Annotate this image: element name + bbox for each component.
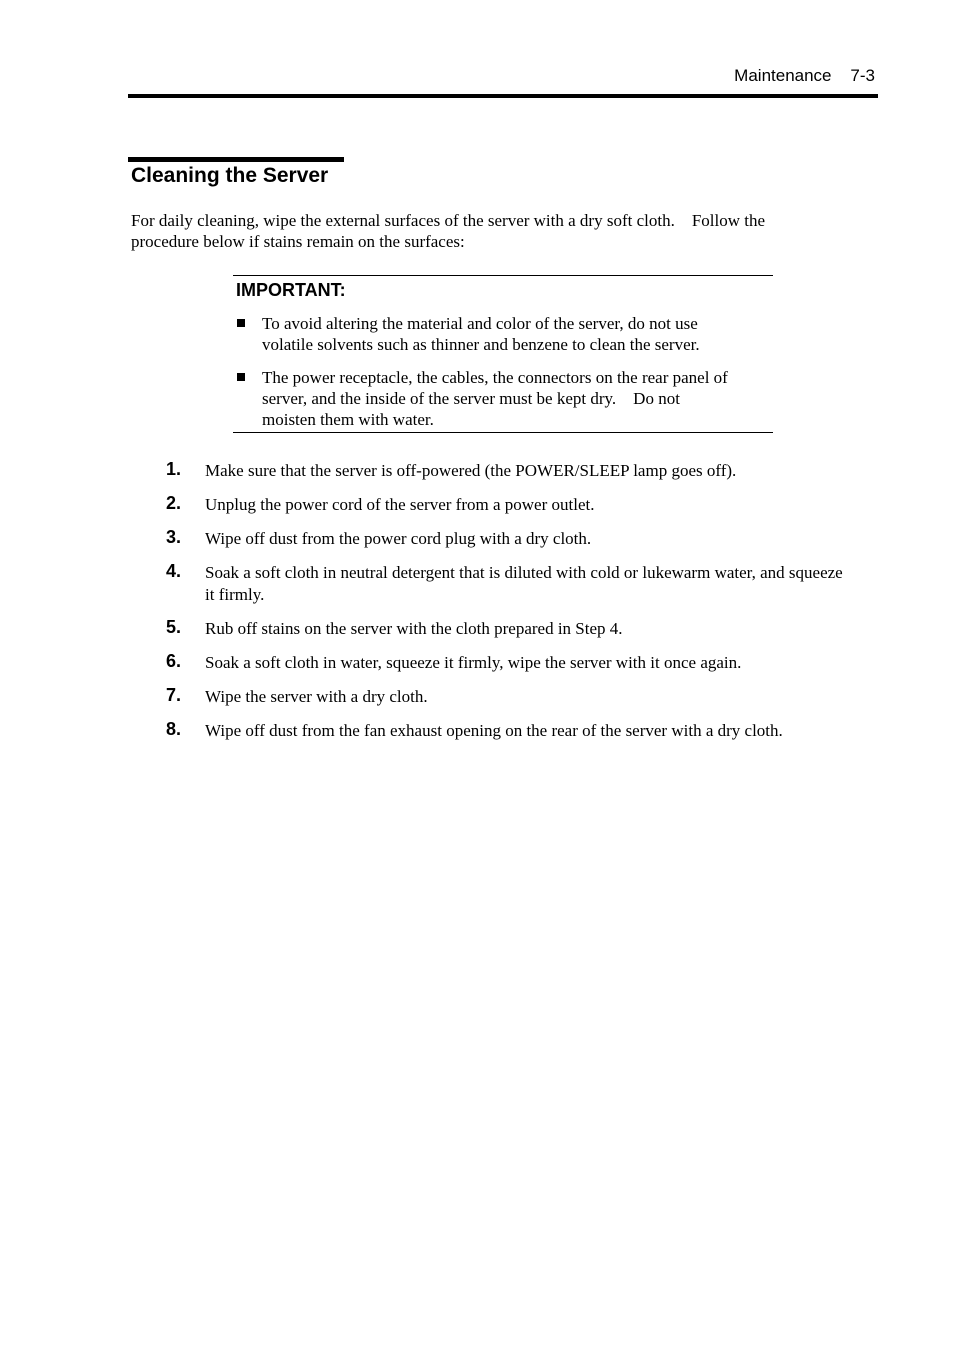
running-header [734, 66, 875, 86]
step-number: 4. [166, 561, 182, 581]
page-number: 7-3 [850, 66, 875, 85]
step-number: 8. [166, 719, 182, 739]
important-title: IMPORTANT: [236, 280, 346, 300]
header-rule [128, 94, 878, 98]
important-notice [233, 275, 773, 433]
important-item-text: The power receptacle, the cables, the connectors on the rear panel of server, and the inside of the server must be kept dry. Do not moisten them with water. [262, 368, 728, 429]
section-title-rule [128, 157, 344, 162]
intro-paragraph: For daily cleaning, wipe the external surfaces of the server with a dry soft cloth. Follow the procedure below if stains remain on the surfaces: [131, 211, 766, 251]
important-item-text: To avoid altering the material and color of the server, do not use volatile solvents such as thinner and benzene to clean the server. [262, 314, 700, 354]
step-number: 6. [166, 651, 182, 671]
header-section-name: Maintenance [734, 66, 832, 85]
step-number: 1. [166, 459, 182, 479]
step-text: Rub off stains on the server with the cloth prepared in Step 4. [205, 619, 623, 638]
step-text: Wipe the server with a dry cloth. [205, 687, 428, 706]
section-title: Cleaning the Server [131, 164, 329, 187]
step-text: Unplug the power cord of the server from a power outlet. [205, 495, 595, 514]
step-text: Make sure that the server is off-powered (the POWER/SLEEP lamp goes off). [205, 461, 737, 480]
step-text: Soak a soft cloth in neutral detergent that is diluted with cold or lukewarm water, and squeeze it firmly. [205, 563, 843, 604]
step-number: 7. [166, 685, 182, 705]
step-number: 5. [166, 617, 182, 637]
step-text: Wipe off dust from the power cord plug with a dry cloth. [205, 529, 592, 548]
step-text: Soak a soft cloth in water, squeeze it firmly, wipe the server with it once again. [205, 653, 742, 672]
step-text: Wipe off dust from the fan exhaust opening on the rear of the server with a dry cloth. [205, 721, 783, 740]
square-bullet-icon [237, 319, 245, 327]
step-number: 2. [166, 493, 182, 513]
step-number: 3. [166, 527, 182, 547]
square-bullet-icon [237, 373, 245, 381]
